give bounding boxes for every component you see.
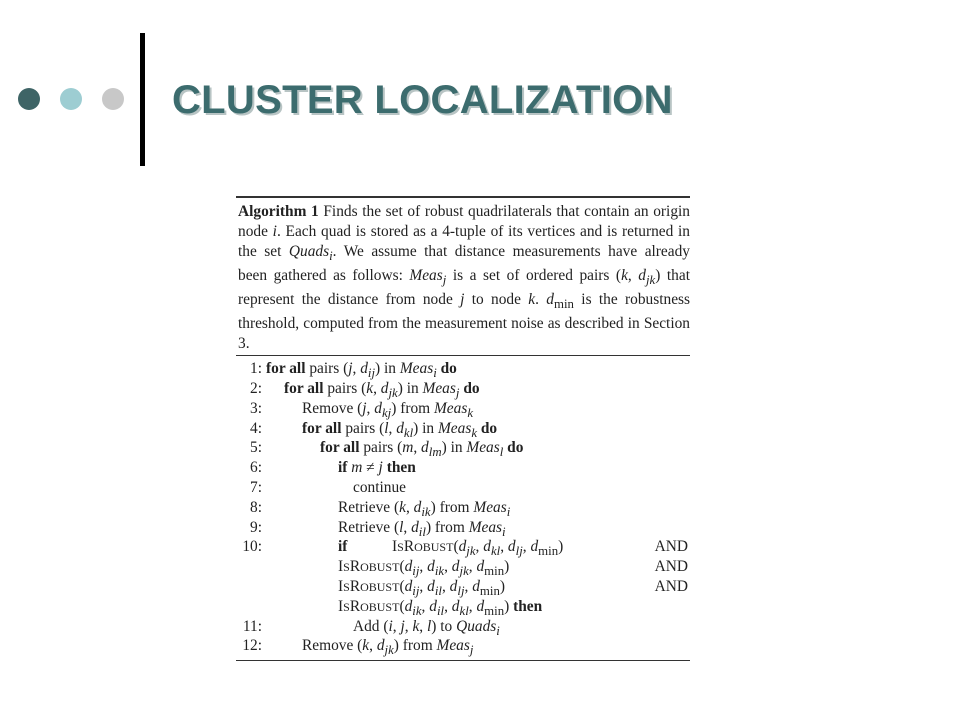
decorative-dots (18, 88, 124, 110)
algorithm-box (236, 196, 690, 661)
algo-line-11: 11: Add (i, j, k, l) to Quads$_i$ (242, 617, 500, 638)
algorithm-heading: Algorithm 1 (238, 203, 319, 220)
dot-grey (102, 88, 124, 110)
algo-line-8: 8: Retrieve (k, $d_{ik}$) from Meas$_i$ (250, 498, 511, 519)
title-divider (140, 33, 145, 166)
dot-teal (60, 88, 82, 110)
algo-line-12: 12: Remove (k, $d_{jk}$) from Meas$_j$ (242, 637, 474, 658)
slide-title: CLUSTER LOCALIZATION (172, 78, 673, 122)
algo-line-3: 3: Remove (j, $d_{kj}$) from Meas$_k$ (250, 399, 474, 420)
algo-line-10c: $ISROBUST(d_{ij}$, $d_{il}$, $d_{lj}$, $d_{min}$) AND (338, 578, 688, 599)
algo-line-7: 7: continue (250, 479, 406, 497)
algo-line-10d: $ISROBUST(d_{ik}$, $d_{il}$, $d_{kl}$, $d_{min}$) then (338, 597, 543, 618)
algo-line-10b: $ISROBUST(d_{ij}$, $d_{ik}$, $d_{jk}$, $d_{min}$) AND (338, 558, 688, 579)
algorithm-caption: Algorithm 1 Finds the set of robust quadrilaterals that contain an origin node i. Each quad is stored as a 4-tuple of its vertices and is returned in the set Quads$_i$. We assume that distance measurements have already been gathered as follows: Meas$_j$ is a set of ordered pairs (k, $d_{jk}$) that represent the distance from node j to node k. $d_{min}$ is the robustness threshold, computed from the measurement noise as described in Section 3. (238, 203, 691, 353)
algo-line-4: 4: for all pairs (l, $d_{kl}$) in Meas$_k$ do (250, 419, 498, 440)
algo-line-6: 6: if m ≠ j then (250, 459, 416, 477)
algo-line-1: 1: for all pairs (j, $d_{ij}$) in Meas$_i$ do (250, 360, 457, 381)
algorithm-lines (236, 356, 690, 660)
dot-dark (18, 88, 40, 110)
algo-line-9: 9: Retrieve (l, $d_{il}$) from Meas$_i$ (250, 518, 506, 539)
algo-line-5: 5: for all pairs (m, $d_{lm}$) in Meas$_l$ do (250, 439, 524, 460)
algo-line-10a: 10: if $ISROBUST(d_{jk}$, $d_{kl}$, $d_{lj}$, $d_{min}$) AND (242, 538, 688, 559)
algo-line-2: 2: for all pairs (k, $d_{jk}$) in Meas$_j$ do (250, 380, 480, 401)
